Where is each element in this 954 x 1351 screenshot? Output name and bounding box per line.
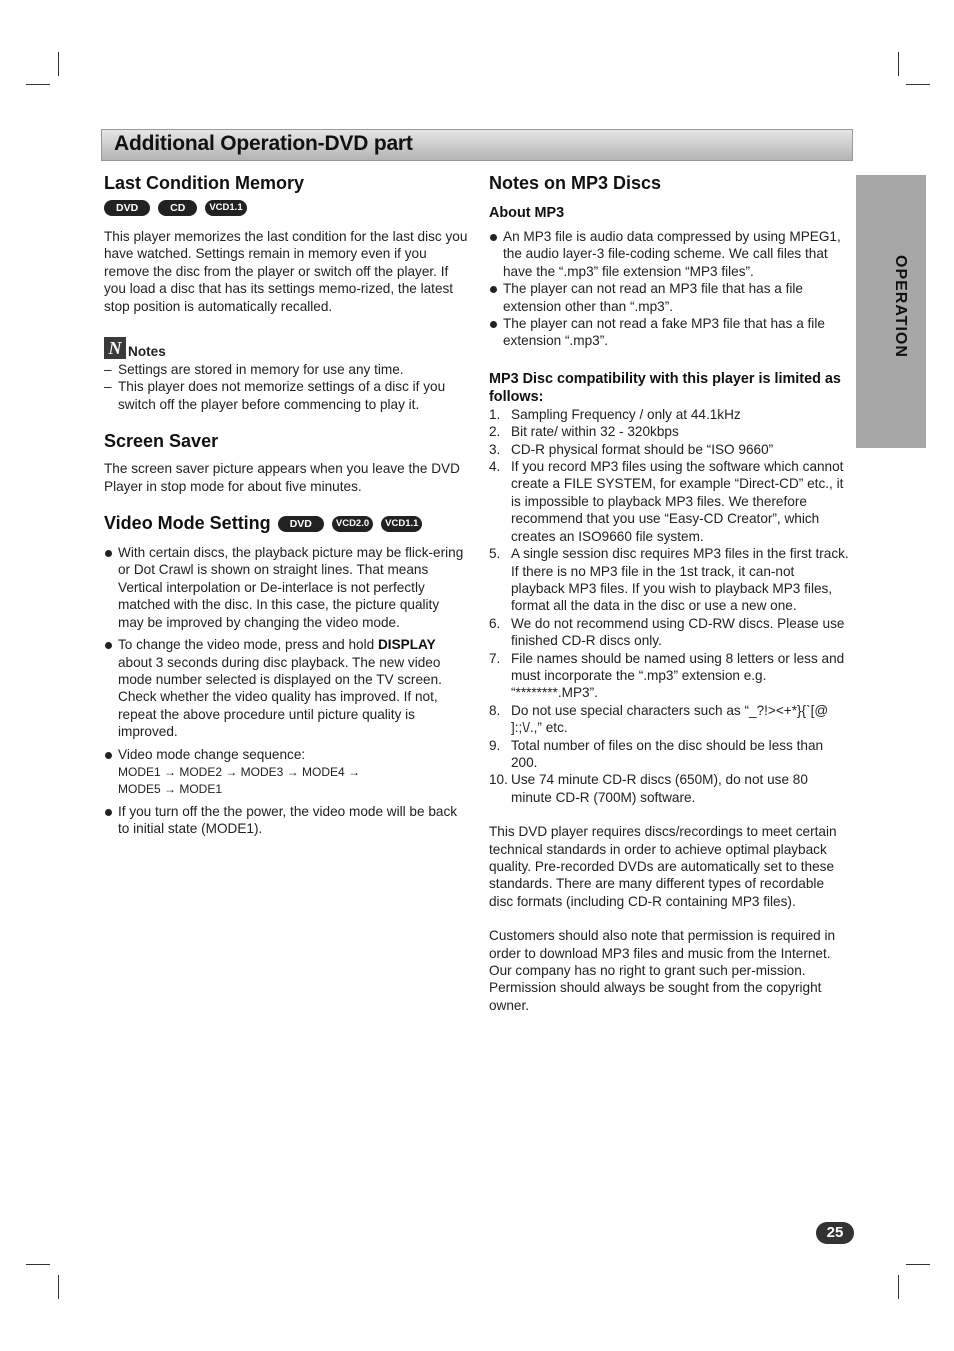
compat-number: 5. — [489, 546, 501, 562]
crop-mark — [26, 1264, 50, 1265]
mode-sequence: MODE1 → MODE2 → MODE3 → MODE4 → — [118, 764, 361, 779]
crop-mark — [58, 52, 59, 76]
screen-saver-heading: Screen Saver — [104, 431, 219, 452]
bullet-text: Video mode change sequence: — [118, 746, 306, 762]
video-mode-list — [104, 544, 468, 838]
video-mode-item: With certain discs, the playback picture may be flick-ering or Dot Crawl is shown on straight lines. That means Vertical interpolation or De-interlace is not perfectly matched with the disc. In this case, the picture quality may be improved by changing the video mode. — [104, 544, 468, 631]
crop-mark — [906, 84, 930, 85]
right-column — [489, 172, 851, 1014]
note-item: – Settings are stored in memory for use any time. — [104, 361, 468, 378]
compat-number: 1. — [489, 406, 501, 422]
video-mode-heading-row — [104, 512, 468, 534]
section-side-tab — [856, 175, 926, 448]
permission-paragraph: Customers should also note that permission is required in order to download MP3 files and music from the Internet. Our company has no right to grant such per-mission. Permission should always be sought from the copyright owner. — [489, 928, 836, 1013]
left-column — [104, 172, 468, 843]
badge-vcd11: VCD1.1 — [205, 200, 246, 216]
display-key: DISPLAY — [377, 637, 436, 653]
badge-cd: CD — [158, 200, 197, 216]
compat-text: Bit rate/ within 32 - 320kbps — [511, 424, 679, 440]
compat-text: File names should be named using 8 letters or less and must incorporate the “.mp3” extension e.g. “********.MP3”. — [511, 650, 845, 701]
compat-text: We do not recommend using CD-RW discs. Please use finished CD-R discs only. — [511, 615, 845, 649]
crop-mark — [898, 1275, 899, 1299]
compat-number: 4. — [489, 459, 501, 475]
video-mode-badges — [278, 516, 423, 532]
compat-number: 9. — [489, 737, 501, 753]
screen-saver-body: The screen saver picture appears when you leave the DVD Player in stop mode for about five minutes. — [104, 461, 460, 494]
badge-vcd20: VCD2.0 — [332, 516, 373, 532]
crop-mark — [58, 1275, 59, 1299]
crop-mark — [26, 84, 50, 85]
compat-number: 10. — [489, 772, 508, 788]
compat-item — [489, 441, 851, 458]
compat-item — [489, 406, 851, 423]
badge-dvd: DVD — [104, 200, 150, 216]
compat-item — [489, 702, 851, 737]
disc-badges — [104, 200, 468, 216]
about-mp3-heading: About MP3 — [489, 205, 565, 221]
page-number: 25 — [816, 1222, 854, 1244]
video-mode-heading: Video Mode Setting — [104, 513, 271, 534]
last-condition-section — [104, 172, 468, 413]
about-mp3-list — [489, 228, 851, 350]
video-mode-item — [104, 746, 468, 798]
compat-item — [489, 615, 851, 650]
last-condition-body: This player memorizes the last condition for the last disc you have watched. Settings remain in memory even if you remove the disc from the player or switch off the player. If you load a disc that has its settings memo-rized, the latest stop position is automatically recalled. — [104, 229, 468, 314]
bullet-text: about 3 seconds during disc playback. The new video mode number selected is displayed on the TV screen. Check whether the video quality has improved. If not, repeat the above procedure until picture quality is improved. — [118, 654, 442, 740]
notes-icon: N — [104, 337, 126, 359]
badge-dvd: DVD — [278, 516, 324, 532]
compat-heading: MP3 Disc compatibility with this player is limited as follows: — [489, 370, 841, 405]
page-title-bar — [101, 129, 853, 161]
crop-mark — [906, 1264, 930, 1265]
compat-text: CD-R physical format should be “ISO 9660” — [511, 441, 774, 457]
compat-list — [489, 406, 851, 806]
compat-number: 2. — [489, 424, 501, 440]
compat-text: Do not use special characters such as “_?!><+*}{`[@ ]:;\/.,” etc. — [511, 702, 829, 736]
compat-text: Use 74 minute CD-R discs (650M), do not use 80 minute CD-R (700M) software. — [511, 772, 808, 805]
mode-sequence: MODE5 → MODE1 — [118, 782, 223, 797]
compat-item — [489, 650, 851, 702]
video-mode-item — [104, 636, 468, 740]
page-title: Additional Operation-DVD part — [114, 132, 413, 155]
note-item: – This player does not memorize settings of a disc if you switch off the player before commencing to play it. — [104, 378, 468, 413]
compat-number: 7. — [489, 650, 501, 666]
crop-mark — [898, 52, 899, 76]
video-mode-item: If you turn off the the power, the video mode will be back to initial state (MODE1). — [104, 803, 468, 838]
about-mp3-item: The player can not read an MP3 file that has a file extension other than “.mp3”. — [489, 280, 851, 315]
compat-number: 8. — [489, 702, 501, 718]
compat-text: Sampling Frequency / only at 44.1kHz — [511, 406, 741, 422]
about-mp3-item: An MP3 file is audio data compressed by using MPEG1, the audio layer-3 file-coding scheme. We call files that have the “.mp3” file extension “MP3 files”. — [489, 228, 851, 280]
bullet-text: To change the video mode, press and hold — [118, 637, 378, 653]
compat-item — [489, 458, 851, 545]
compat-item — [489, 545, 851, 615]
mp3-heading: Notes on MP3 Discs — [489, 173, 662, 193]
side-tab-label: OPERATION — [892, 255, 909, 358]
compat-item — [489, 423, 851, 440]
requirements-paragraph: This DVD player requires discs/recordings to meet certain technical standards in order to achieve optimal playback quality. Pre-recorded DVDs are automatically set to these standards. There are many different types of recordable disc formats (including CD-R containing MP3 files). — [489, 824, 837, 909]
video-mode-section — [104, 512, 468, 838]
compat-item — [489, 771, 851, 806]
last-condition-heading: Last Condition Memory — [104, 173, 305, 193]
compat-text: If you record MP3 files using the software which cannot create a FILE SYSTEM, for example “Direct-CD” etc., it is impossible to playback MP3 files. We therefore recommend that you use “Easy-CD Creator”, which creates an ISO9660 file system. — [511, 459, 844, 544]
about-mp3-item: The player can not read a fake MP3 file that has a file extension “.mp3”. — [489, 315, 851, 350]
compat-text: A single session disc requires MP3 files in the first track. If there is no MP3 file in the 1st track, it can-not playback MP3 files. If you wish to playback MP3 files, format all the data in the disc or use a new one. — [511, 546, 849, 614]
screen-saver-section — [104, 430, 468, 495]
notes-header — [104, 337, 468, 359]
notes-list — [104, 361, 468, 413]
notes-label: Notes — [128, 344, 166, 360]
compat-number: 6. — [489, 615, 501, 631]
compat-number: 3. — [489, 441, 501, 457]
compat-item — [489, 737, 851, 772]
badge-vcd11: VCD1.1 — [381, 516, 422, 532]
compat-text: Total number of files on the disc should be less than 200. — [511, 737, 824, 770]
